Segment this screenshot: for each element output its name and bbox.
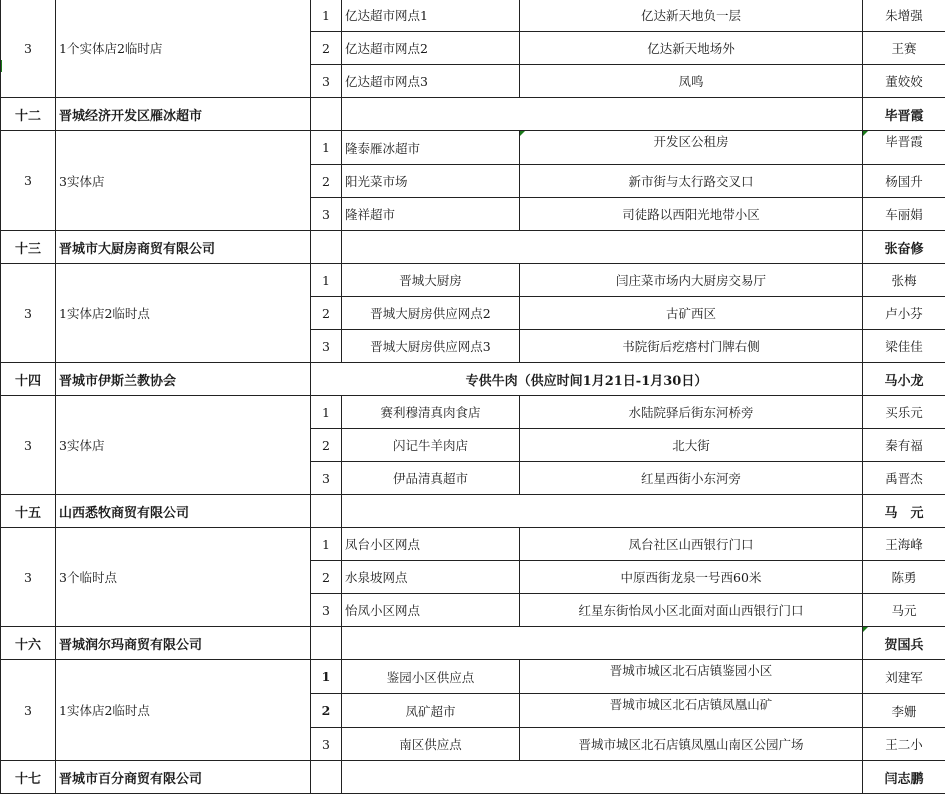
outlet-name: 晋城大厨房供应网点2 (342, 297, 520, 330)
store-count: 3 (1, 131, 56, 231)
outlet-name: 鉴园小区供应点 (342, 660, 520, 694)
outlet-address: 古矿西区 (520, 297, 863, 330)
company-name: 晋城市百分商贸有限公司 (56, 761, 311, 794)
outlet-address: 红星东街怡凤小区北面对面山西银行门口 (520, 594, 863, 627)
outlet-address: 书院街后疙瘩村门牌右侧 (520, 330, 863, 363)
store-type: 1个实体店2临时店 (56, 0, 311, 98)
section-header-row (1, 363, 945, 396)
row-number: 1 (311, 660, 342, 694)
outlet-address: 凤鸣 (520, 65, 863, 98)
store-count: 3 (1, 0, 56, 98)
row-number: 3 (311, 462, 342, 495)
row-number: 3 (311, 594, 342, 627)
store-count: 3 (1, 660, 56, 761)
section-head: 贺国兵 (863, 627, 945, 660)
outlet-address: 新市街与太行路交叉口 (520, 165, 863, 198)
row-number: 3 (311, 728, 342, 761)
row-number: 2 (311, 165, 342, 198)
row-number: 2 (311, 429, 342, 462)
outlet-address: 亿达新天地场外 (520, 32, 863, 65)
section-head: 毕晋霞 (863, 98, 945, 131)
outlet-name: 闪记牛羊肉店 (342, 429, 520, 462)
company-name: 晋城润尔玛商贸有限公司 (56, 627, 311, 660)
table-row (1, 660, 945, 694)
section-header-row (1, 98, 945, 131)
section-note (342, 627, 863, 660)
outlet-name: 晋城大厨房供应网点3 (342, 330, 520, 363)
contact-person: 车丽娟 (863, 198, 945, 231)
store-count: 3 (1, 264, 56, 363)
company-name: 晋城市大厨房商贸有限公司 (56, 231, 311, 264)
store-type: 1实体店2临时点 (56, 264, 311, 363)
store-type: 3个临时点 (56, 528, 311, 627)
section-head: 马小龙 (863, 363, 945, 396)
contact-person: 毕晋霞 (863, 131, 945, 165)
contact-person: 王海峰 (863, 528, 945, 561)
section-head: 马 元 (863, 495, 945, 528)
table-row (1, 528, 945, 561)
contact-person: 刘建军 (863, 660, 945, 694)
store-type: 3实体店 (56, 396, 311, 495)
company-name: 山西悉牧商贸有限公司 (56, 495, 311, 528)
row-number: 2 (311, 694, 342, 728)
row-number: 2 (311, 32, 342, 65)
outlet-address: 闫庄菜市场内大厨房交易厅 (520, 264, 863, 297)
row-number: 3 (311, 198, 342, 231)
outlet-address: 晋城市城区北石店镇鉴园小区 (520, 660, 863, 694)
table-row (1, 264, 945, 297)
outlet-name: 南区供应点 (342, 728, 520, 761)
row-number: 1 (311, 131, 342, 165)
outlet-name: 赛利穆清真肉食店 (342, 396, 520, 429)
outlet-name: 亿达超市网点1 (342, 0, 520, 32)
section-number: 十四 (1, 363, 56, 396)
outlet-name: 水泉坡网点 (342, 561, 520, 594)
contact-person: 张梅 (863, 264, 945, 297)
contact-person: 董姣姣 (863, 65, 945, 98)
outlet-address: 开发区公租房 (520, 131, 863, 165)
outlet-name: 阳光菜市场 (342, 165, 520, 198)
table-row (1, 131, 945, 165)
row-number: 2 (311, 297, 342, 330)
store-count: 3 (1, 396, 56, 495)
row-number: 1 (311, 528, 342, 561)
outlet-name: 凤台小区网点 (342, 528, 520, 561)
contact-person: 王二小 (863, 728, 945, 761)
section-number: 十六 (1, 627, 56, 660)
store-type: 3实体店 (56, 131, 311, 231)
section-number: 十七 (1, 761, 56, 794)
contact-person: 梁佳佳 (863, 330, 945, 363)
section-number: 十五 (1, 495, 56, 528)
section-header-row (1, 231, 945, 264)
outlet-address: 司徒路以西阳光地带小区 (520, 198, 863, 231)
row-number: 3 (311, 65, 342, 98)
section-note: 专供牛肉（供应时间1月21日-1月30日） (311, 363, 863, 396)
section-head: 闫志鹏 (863, 761, 945, 794)
company-name: 晋城经济开发区雁冰超市 (56, 98, 311, 131)
section-number: 十二 (1, 98, 56, 131)
contact-person: 秦有福 (863, 429, 945, 462)
outlet-name: 晋城大厨房 (342, 264, 520, 297)
section-note (342, 231, 863, 264)
outlet-address: 水陆院驿后街东河桥旁 (520, 396, 863, 429)
section-note (342, 495, 863, 528)
table-row (1, 0, 945, 32)
outlet-name: 亿达超市网点3 (342, 65, 520, 98)
contact-person: 李姗 (863, 694, 945, 728)
section-head: 张奋修 (863, 231, 945, 264)
contact-person: 王赛 (863, 32, 945, 65)
section-header-row (1, 627, 945, 660)
store-type: 1实体店2临时点 (56, 660, 311, 761)
section-header-row (1, 495, 945, 528)
outlet-address: 北大街 (520, 429, 863, 462)
contact-person: 杨国升 (863, 165, 945, 198)
contact-person: 朱增强 (863, 0, 945, 32)
outlet-address: 凤台社区山西银行门口 (520, 528, 863, 561)
outlet-name: 隆祥超市 (342, 198, 520, 231)
row-number: 1 (311, 264, 342, 297)
contact-person: 买乐元 (863, 396, 945, 429)
outlet-name: 亿达超市网点2 (342, 32, 520, 65)
company-name: 晋城市伊斯兰教协会 (56, 363, 311, 396)
outlet-name: 怡凤小区网点 (342, 594, 520, 627)
row-number: 2 (311, 561, 342, 594)
contact-person: 陈勇 (863, 561, 945, 594)
row-number: 3 (311, 330, 342, 363)
contact-person: 马元 (863, 594, 945, 627)
section-note (342, 98, 863, 131)
outlet-address: 红星西街小东河旁 (520, 462, 863, 495)
table-row (1, 396, 945, 429)
outlet-name: 凤矿超市 (342, 694, 520, 728)
contact-person: 卢小芬 (863, 297, 945, 330)
store-count: 3 (1, 528, 56, 627)
outlet-address: 亿达新天地负一层 (520, 0, 863, 32)
row-number: 1 (311, 396, 342, 429)
outlet-address: 晋城市城区北石店镇凤凰山矿 (520, 694, 863, 728)
outlet-address: 晋城市城区北石店镇凤凰山南区公园广场 (520, 728, 863, 761)
row-number: 1 (311, 0, 342, 32)
outlet-name: 隆泰雁冰超市 (342, 131, 520, 165)
outlet-address: 中原西街龙泉一号西60米 (520, 561, 863, 594)
contact-person: 禹晋杰 (863, 462, 945, 495)
section-number: 十三 (1, 231, 56, 264)
outlet-name: 伊品清真超市 (342, 462, 520, 495)
